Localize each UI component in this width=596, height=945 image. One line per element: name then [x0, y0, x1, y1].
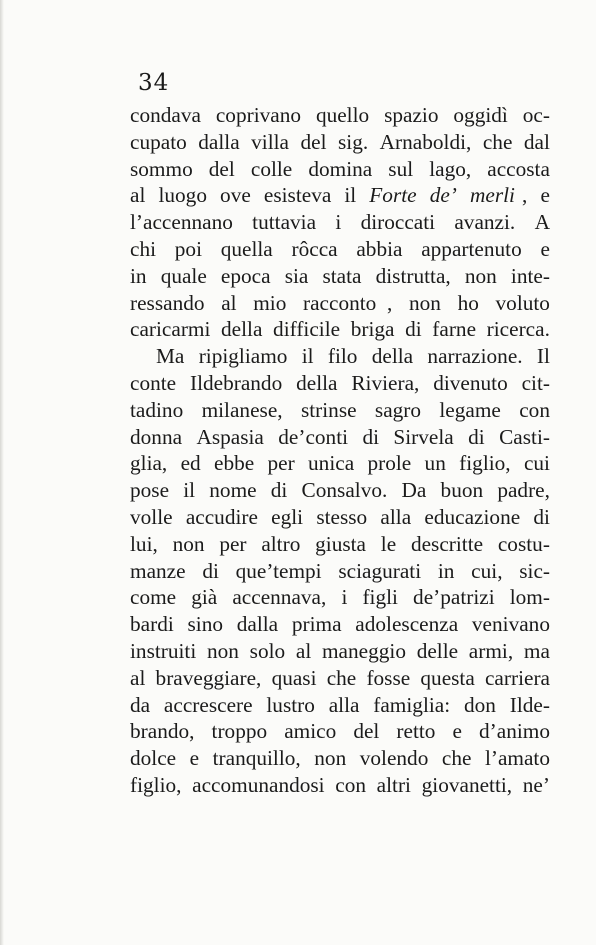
word: già — [191, 585, 218, 610]
word: di — [362, 424, 380, 449]
word: e — [189, 746, 200, 771]
text-line — [130, 504, 550, 531]
word: oc- — [522, 103, 550, 127]
word: della — [221, 317, 263, 342]
word: Il — [536, 344, 550, 369]
text-line — [130, 584, 550, 611]
word: glia, — [130, 451, 168, 476]
word: al — [221, 290, 237, 315]
word: del — [300, 129, 327, 154]
word: filo — [327, 344, 358, 369]
word: lom- — [509, 585, 550, 610]
text-line — [130, 638, 550, 665]
word: educazione — [424, 504, 521, 529]
word: prole — [367, 451, 412, 476]
word: avanzi. — [454, 210, 516, 235]
word: armi, — [468, 638, 514, 663]
word: da — [130, 692, 151, 717]
word: ed — [180, 451, 201, 476]
word: de’ — [429, 183, 457, 208]
word: troppo — [211, 719, 268, 744]
word: al — [130, 665, 146, 690]
word: quello — [315, 103, 370, 127]
word: donna — [130, 424, 183, 449]
word: altri — [376, 772, 411, 797]
word: il — [183, 478, 196, 503]
word: A — [534, 210, 550, 235]
word: spazio — [384, 103, 439, 127]
word: i — [335, 210, 342, 235]
word: ne’ — [522, 772, 550, 797]
word: stata — [322, 263, 362, 288]
word: le — [380, 531, 397, 556]
word: accrescere — [163, 692, 253, 717]
word: volendo — [359, 746, 429, 771]
word: racconto — [303, 290, 377, 315]
text-line — [130, 129, 550, 156]
text-line — [130, 290, 550, 317]
text-line — [130, 182, 550, 209]
word: domina — [308, 156, 373, 181]
word: il — [344, 183, 357, 208]
word: sia — [284, 263, 309, 288]
word: di — [202, 558, 219, 583]
word: condava — [130, 103, 201, 127]
word: cui — [523, 451, 550, 476]
word: non — [172, 531, 205, 556]
word: narrazione. — [427, 344, 523, 369]
word: ricerca. — [486, 317, 550, 342]
word: con — [335, 772, 367, 797]
word: cui, — [471, 558, 503, 583]
body-text — [130, 102, 550, 799]
word: ove — [220, 183, 251, 208]
text-line — [130, 531, 550, 558]
word: del — [353, 719, 380, 744]
word: coprivano — [215, 103, 302, 127]
word: e — [540, 183, 550, 208]
word: volle — [130, 504, 173, 529]
word: sig. — [338, 129, 369, 154]
word: , — [522, 183, 528, 208]
page-number: 34 — [138, 70, 170, 96]
word: ma — [523, 638, 550, 663]
text-line — [130, 397, 550, 424]
word: di — [270, 478, 288, 503]
word: di — [533, 504, 550, 529]
word: cit- — [521, 370, 550, 395]
word: Consalvo. — [301, 478, 388, 503]
word: e — [540, 236, 550, 261]
word: Riviera, — [351, 370, 420, 395]
text-line — [130, 209, 550, 236]
word: carriera — [484, 665, 550, 690]
word: Forte — [369, 183, 417, 208]
word: stesso — [316, 504, 368, 529]
word: accosta — [487, 156, 550, 181]
word: Aspasia — [196, 424, 264, 449]
word: descritte — [410, 531, 484, 556]
word: ressando — [130, 290, 205, 315]
word: il — [301, 344, 314, 369]
word: legame — [439, 397, 501, 422]
word: l’amato — [484, 746, 550, 771]
word: padre, — [497, 478, 550, 503]
word: sic- — [519, 558, 550, 583]
word: Ilde- — [509, 692, 550, 717]
word: Sirvela — [393, 424, 454, 449]
word: tadino — [130, 397, 184, 422]
word: unica — [308, 451, 355, 476]
word: amico — [284, 719, 337, 744]
text-line — [130, 772, 550, 799]
word: al — [295, 638, 312, 663]
word: i — [341, 585, 348, 610]
text-line — [130, 263, 550, 290]
word: costu- — [497, 531, 550, 556]
word: al — [130, 183, 146, 208]
word: solo — [249, 638, 286, 663]
word: sciagurati — [338, 558, 422, 583]
text-line — [130, 102, 550, 129]
word: l’accennano — [130, 210, 233, 235]
word: maneggio — [321, 638, 406, 663]
word: fosse — [366, 665, 411, 690]
word: don — [463, 692, 496, 717]
word: Da — [401, 478, 427, 503]
word: inte- — [510, 263, 550, 288]
word: sagro — [374, 397, 422, 422]
word: per — [267, 451, 295, 476]
word: non — [464, 263, 497, 288]
word: esisteva — [263, 183, 332, 208]
word: caricarmi — [130, 317, 211, 342]
word: questa — [420, 665, 475, 690]
word: milanese, — [201, 397, 283, 422]
word: con — [519, 397, 550, 422]
text-line — [130, 718, 550, 745]
word: sul — [388, 156, 414, 181]
word: giusta — [315, 531, 366, 556]
word: famiglia: — [373, 692, 451, 717]
word: della — [371, 344, 414, 369]
word: colle — [250, 156, 293, 181]
word: difficile — [273, 317, 341, 342]
word: per — [219, 531, 247, 556]
word: rôcca — [291, 236, 338, 261]
word: Arnaboldi, — [379, 129, 472, 154]
text-line — [130, 450, 550, 477]
text-line — [130, 316, 550, 343]
word: quasi — [271, 665, 317, 690]
word: conte — [130, 370, 177, 395]
word: non — [314, 746, 347, 771]
word: sino — [187, 612, 224, 637]
word: strinse — [300, 397, 357, 422]
word: accomunandosi — [192, 772, 325, 797]
word: bardi — [130, 612, 174, 637]
word: e — [452, 719, 462, 744]
word: abbia — [356, 236, 403, 261]
word: in — [437, 558, 455, 583]
word: briga — [350, 317, 395, 342]
text-line — [130, 745, 550, 772]
text-line — [130, 477, 550, 504]
word: giovanetti, — [421, 772, 513, 797]
word: epoca — [220, 263, 271, 288]
word: dolce — [130, 746, 177, 771]
word: luogo — [158, 183, 207, 208]
word: nome — [209, 478, 257, 503]
word: merli — [469, 183, 515, 208]
word: appartenuto — [421, 236, 522, 261]
word: che — [441, 746, 472, 771]
word: un — [424, 451, 446, 476]
word: de’patrizi — [413, 585, 495, 610]
text-line — [130, 370, 550, 397]
word: quale — [160, 263, 207, 288]
word: egli — [271, 504, 304, 529]
word: poi — [174, 236, 202, 261]
word: oggidì — [453, 103, 508, 127]
word: lui, — [130, 531, 158, 556]
word: que’tempi — [235, 558, 322, 583]
word: diroccati — [360, 210, 436, 235]
word: d’animo — [479, 719, 550, 744]
word: del — [208, 156, 235, 181]
word: lustro — [266, 692, 315, 717]
word: della — [296, 370, 338, 395]
text-line — [130, 424, 550, 451]
word: tranquillo, — [212, 746, 301, 771]
text-line — [130, 692, 550, 719]
word: instruiti — [130, 638, 197, 663]
page-edge-shadow — [0, 0, 4, 945]
word: Casti- — [499, 424, 550, 449]
word: , — [386, 290, 393, 315]
text-line — [130, 156, 550, 183]
word: Ma — [156, 344, 185, 369]
word: figlio, — [459, 451, 511, 476]
word: che — [482, 129, 513, 154]
word: buon — [440, 478, 484, 503]
word: che — [326, 665, 357, 690]
word: altro — [261, 531, 301, 556]
word: brando, — [130, 719, 195, 744]
word: retto — [396, 719, 436, 744]
word: villa — [251, 129, 289, 154]
text-line — [130, 236, 550, 263]
word: ho — [457, 290, 479, 315]
word: accennava, — [232, 585, 327, 610]
word: voluto — [495, 290, 550, 315]
word: braveggiare, — [155, 665, 262, 690]
word: divenuto — [433, 370, 508, 395]
text-line — [130, 558, 550, 585]
word: come — [130, 585, 177, 610]
word: ripigliamo — [198, 344, 288, 369]
word: distrutta, — [375, 263, 451, 288]
word: dal — [523, 129, 550, 154]
word: cupato — [130, 129, 187, 154]
word: venivano — [471, 612, 550, 637]
word: in — [130, 263, 147, 288]
word: farne — [432, 317, 477, 342]
word: de’conti — [278, 424, 349, 449]
word: prima — [291, 612, 342, 637]
word: tuttavia — [252, 210, 317, 235]
word: dalla — [236, 612, 279, 637]
word: sommo — [130, 156, 193, 181]
word: manze — [130, 558, 186, 583]
text-line — [130, 665, 550, 692]
text-line — [130, 343, 550, 370]
word: ebbe — [214, 451, 255, 476]
word: figli — [362, 585, 398, 610]
word: non — [206, 638, 239, 663]
text-line — [130, 611, 550, 638]
word: non — [408, 290, 441, 315]
word: quella — [220, 236, 273, 261]
word: delle — [416, 638, 459, 663]
word: chi — [130, 236, 157, 261]
word: adolescenza — [355, 612, 459, 637]
word: di — [468, 424, 485, 449]
word: Ildebrando — [189, 370, 283, 395]
word: lago, — [429, 156, 472, 181]
word: mio — [253, 290, 287, 315]
word: di — [405, 317, 422, 342]
word: accudire — [185, 504, 258, 529]
word: alla — [380, 504, 412, 529]
word: dalla — [198, 129, 240, 154]
word: pose — [130, 478, 170, 503]
word: figlio, — [130, 772, 182, 797]
word: alla — [328, 692, 360, 717]
